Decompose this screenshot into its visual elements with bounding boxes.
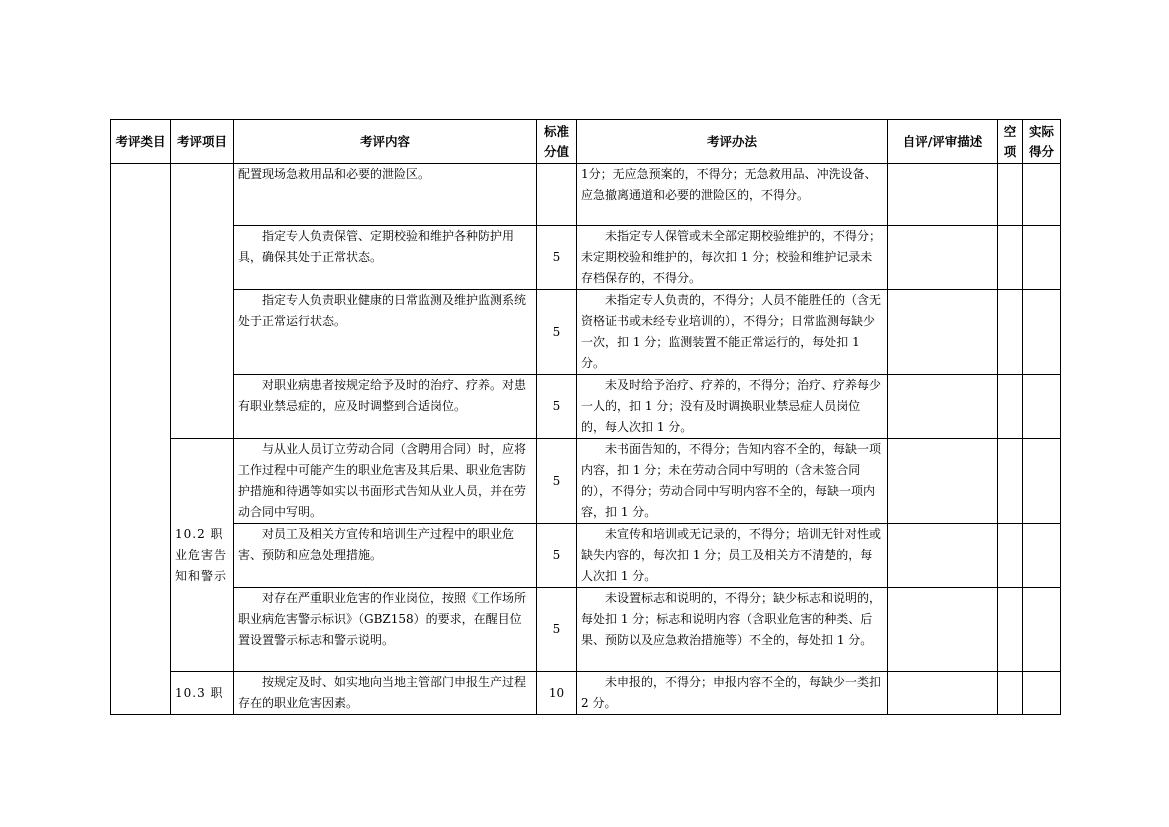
content-cell: 对存在严重职业危害的作业岗位，按照《工作场所职业病危害警示标识》（GBZ158）的要求，在醒目位置设置警示标志和警示说明。	[234, 588, 537, 672]
header-category: 考评类目	[111, 120, 171, 164]
item-cell-10-3: 10.3 职	[171, 672, 234, 715]
content-cell: 对职业病患者按规定给予及时的治疗、疗养。对患有职业禁忌症的，应及时调整到合适岗位。	[234, 375, 537, 439]
method-cell: 未及时给予治疗、疗养的，不得分；治疗、疗养每少一人的，扣 1 分；没有及时调换职业禁忌症人员岗位的，每人次扣 1 分。	[577, 375, 888, 439]
table-row	[111, 672, 1061, 715]
content-cell: 按规定及时、如实地向当地主管部门申报生产过程存在的职业危害因素。	[234, 672, 537, 715]
blank-cell	[998, 375, 1023, 439]
header-self-eval: 自评/评审描述	[888, 120, 998, 164]
category-cell	[111, 164, 171, 715]
points-cell: 5	[537, 226, 577, 290]
method-cell: 1分；无应急预案的，不得分；无急救用品、冲洗设备、应急撤离通道和必要的泄险区的，不得分。	[577, 164, 888, 226]
actual-score-cell	[1023, 672, 1061, 715]
points-cell: 5	[537, 588, 577, 672]
blank-cell	[998, 439, 1023, 524]
method-cell: 未指定专人保管或未全部定期校验维护的，不得分；未定期校验和维护的，每次扣 1 分；校验和维护记录未存档保存的，不得分。	[577, 226, 888, 290]
points-cell: 5	[537, 524, 577, 588]
blank-cell	[998, 588, 1023, 672]
points-cell: 10	[537, 672, 577, 715]
points-cell	[537, 164, 577, 226]
actual-score-cell	[1023, 290, 1061, 375]
points-cell: 5	[537, 375, 577, 439]
table-row	[111, 226, 1061, 290]
item-cell-prev	[171, 164, 234, 439]
method-cell: 未书面告知的，不得分；告知内容不全的，每缺一项内容，扣 1 分；未在劳动合同中写明的（含未签合同的），不得分；劳动合同中写明内容不全的，每缺一项内容，扣 1 分。	[577, 439, 888, 524]
table-row	[111, 439, 1061, 524]
blank-cell	[998, 524, 1023, 588]
blank-cell	[998, 164, 1023, 226]
method-cell: 未宣传和培训或无记录的，不得分；培训无针对性或缺失内容的，每次扣 1 分；员工及相关方不清楚的，每人次扣 1 分。	[577, 524, 888, 588]
method-cell: 未申报的，不得分；申报内容不全的，每缺少一类扣 2 分。	[577, 672, 888, 715]
self-eval-cell	[888, 375, 998, 439]
blank-cell	[998, 226, 1023, 290]
content-cell: 指定专人负责职业健康的日常监测及维护监测系统处于正常运行状态。	[234, 290, 537, 375]
content-cell: 对员工及相关方宣传和培训生产过程中的职业危害、预防和应急处理措施。	[234, 524, 537, 588]
self-eval-cell	[888, 439, 998, 524]
header-row	[111, 120, 1061, 164]
header-points: 标准分值	[537, 120, 577, 164]
points-cell: 5	[537, 439, 577, 524]
blank-cell	[998, 672, 1023, 715]
actual-score-cell	[1023, 375, 1061, 439]
actual-score-cell	[1023, 588, 1061, 672]
header-item: 考评项目	[171, 120, 234, 164]
header-content: 考评内容	[234, 120, 537, 164]
method-cell: 未设置标志和说明的，不得分；缺少标志和说明的，每处扣 1 分；标志和说明内容（含职业危害的种类、后果、预防以及应急救治措施等）不全的，每处扣 1 分。	[577, 588, 888, 672]
blank-cell	[998, 290, 1023, 375]
evaluation-table	[110, 119, 1061, 715]
actual-score-cell	[1023, 524, 1061, 588]
actual-score-cell	[1023, 439, 1061, 524]
table-row	[111, 588, 1061, 672]
actual-score-cell	[1023, 164, 1061, 226]
self-eval-cell	[888, 164, 998, 226]
content-cell: 指定专人负责保管、定期校验和维护各种防护用具，确保其处于正常状态。	[234, 226, 537, 290]
table-row	[111, 290, 1061, 375]
self-eval-cell	[888, 524, 998, 588]
method-cell: 未指定专人负责的，不得分；人员不能胜任的（含无资格证书或未经专业培训的），不得分；日常监测每缺少一次，扣 1 分；监测装置不能正常运行的，每处扣 1 分。	[577, 290, 888, 375]
self-eval-cell	[888, 588, 998, 672]
header-blank: 空项	[998, 120, 1023, 164]
table-row	[111, 524, 1061, 588]
table-row	[111, 375, 1061, 439]
content-cell: 与从业人员订立劳动合同（含聘用合同）时，应将工作过程中可能产生的职业危害及其后果、职业危害防护措施和待遇等如实以书面形式告知从业人员，并在劳动合同中写明。	[234, 439, 537, 524]
content-cell: 配置现场急救用品和必要的泄险区。	[234, 164, 537, 226]
self-eval-cell	[888, 290, 998, 375]
points-cell: 5	[537, 290, 577, 375]
actual-score-cell	[1023, 226, 1061, 290]
item-cell-10-2: 10.2 职业危害告知和警示	[171, 439, 234, 672]
self-eval-cell	[888, 226, 998, 290]
header-actual: 实际得分	[1023, 120, 1061, 164]
table-row	[111, 164, 1061, 226]
header-method: 考评办法	[577, 120, 888, 164]
self-eval-cell	[888, 672, 998, 715]
